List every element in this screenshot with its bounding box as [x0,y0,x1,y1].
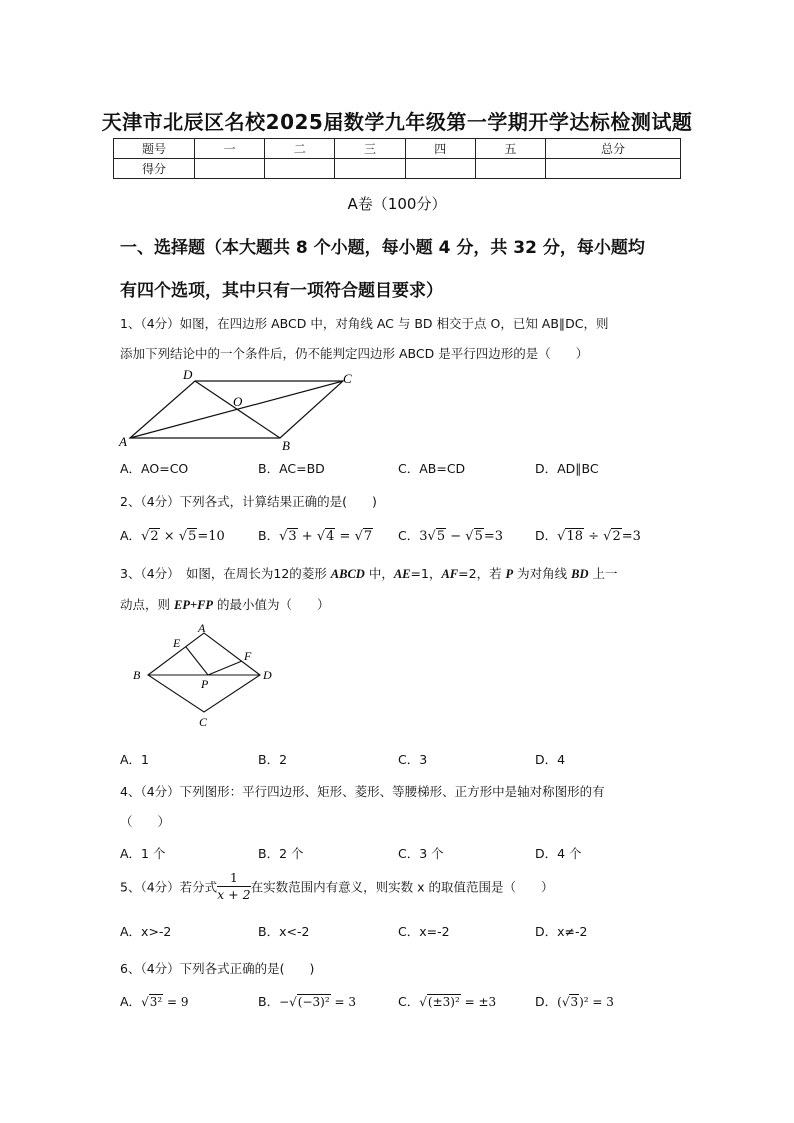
q4-option-d[interactable]: D．4 个 [535,846,582,861]
q5-stem: 5、（4分）若分式 $\frac{1}{x + 2}$ 在实数范围内有意义，则实数 x 的取值范围是（ ） [120,870,554,902]
q5-option-d[interactable]: D．x≠-2 [535,924,588,939]
score-header-cell: 五 [475,139,545,159]
q4-option-c[interactable]: C．3 个 [398,846,444,861]
point-label-o: O [233,394,243,409]
score-header-cell: 二 [265,139,335,159]
score-header-cell: 三 [335,139,405,159]
q4-option-a[interactable]: A．1 个 [120,846,166,861]
score-row-label: 得分 [114,159,195,179]
q2-option-c[interactable]: C．3√5 − √5=3 [398,528,504,544]
q1-option-d[interactable]: D．AD∥BC [535,461,599,476]
paper-part-heading: A卷（100分） [347,195,447,213]
score-table [113,138,681,179]
q1-stem-line2: 添加下列结论中的一个条件后，仍不能判定四边形 ABCD 是平行四边形的是（ ） [120,346,589,361]
q4-option-b[interactable]: B．2 个 [258,846,304,861]
vertex-label-c: C [199,715,208,729]
q3-option-c[interactable]: C．3 [398,752,428,767]
q2-option-d[interactable]: D．√18 ÷ √2=3 [535,528,641,544]
score-cell[interactable] [265,159,335,179]
page-title: 天津市北辰区名校2025届数学九年级第一学期开学达标检测试题 [101,110,693,134]
q3-stem-line1: 3、（4分） 如图，在周长为12的菱形 ABCD 中，AE=1，AF=2，若 P 为对角线 BD 上一 [120,566,618,581]
q3-option-d[interactable]: D．4 [535,752,566,767]
section-heading-line1: 一、选择题（本大题共 8 个小题，每小题 4 分，共 32 分，每小题均 [120,238,645,258]
score-table-score-row [114,159,681,179]
q6-option-c[interactable]: C．√(±3)² = ±3 [398,994,497,1009]
q6-option-d[interactable]: D．(√3)² = 3 [535,994,614,1009]
q6-stem: 6、（4分）下列各式正确的是( ) [120,961,315,976]
vertex-label-a: A [119,434,127,449]
score-cell[interactable] [405,159,475,179]
point-label-e: E [173,636,181,650]
diagonal-bd [195,381,280,438]
segment-fp [208,661,242,675]
vertex-label-c: C [343,371,352,386]
section-heading-line2: 有四个选项，其中只有一项符合题目要求） [120,281,443,301]
q3-stem-line2: 动点，则 EP+FP 的最小值为（ ） [120,597,330,612]
vertex-label-a: A [198,621,206,635]
q4-stem-line1: 4、（4分）下列图形：平行四边形、矩形、菱形、等腰梯形、正方形中是轴对称图形的有 [120,784,605,799]
score-cell[interactable] [475,159,545,179]
rhombus-outline [148,633,260,712]
q6-option-a[interactable]: A．√3² = 9 [120,994,189,1009]
q3-option-b[interactable]: B．2 [258,752,288,767]
vertex-label-d: D [263,668,272,682]
q6-option-b[interactable]: B．−√(−3)² = 3 [258,994,356,1009]
score-table-header-row [114,139,681,159]
q5-option-c[interactable]: C．x=-2 [398,924,450,939]
vertex-label-d: D [183,368,193,382]
point-label-p: P [201,677,209,691]
q1-option-a[interactable]: A．AO=CO [120,461,189,476]
q5-option-a[interactable]: A．x>-2 [120,924,172,939]
score-header-cell: 一 [195,139,265,159]
point-label-f: F [244,649,252,663]
q3-rhombus-figure [128,620,278,732]
score-cell[interactable] [195,159,265,179]
score-header-cell: 四 [405,139,475,159]
q4-stem-line2: （ ） [120,814,171,829]
score-header-cell: 总分 [546,139,681,159]
q1-stem-line1: 1、（4分）如图，在四边形 ABCD 中，对角线 AC 与 BD 相交于点 O，已知 AB∥DC，则 [120,316,609,331]
q2-option-b[interactable]: B．√3 + √4 = √7 [258,528,373,544]
segment-ep [186,647,208,675]
score-cell[interactable] [335,159,405,179]
vertex-label-b: B [133,668,141,682]
q1-option-b[interactable]: B．AC=BD [258,461,325,476]
vertex-label-b: B [282,438,290,453]
fraction: $\frac{1}{x + 2}$ [217,870,251,902]
q1-option-c[interactable]: C．AB=CD [398,461,466,476]
q5-option-b[interactable]: B．x<-2 [258,924,310,939]
q1-parallelogram-figure [115,368,365,453]
q3-option-a[interactable]: A．1 [120,752,150,767]
q2-stem: 2、（4分）下列各式，计算结果正确的是( ) [120,494,377,509]
q2-option-a[interactable]: A．√2 × √5=10 [120,528,225,544]
score-cell[interactable] [546,159,681,179]
score-header-cell: 题号 [114,139,195,159]
